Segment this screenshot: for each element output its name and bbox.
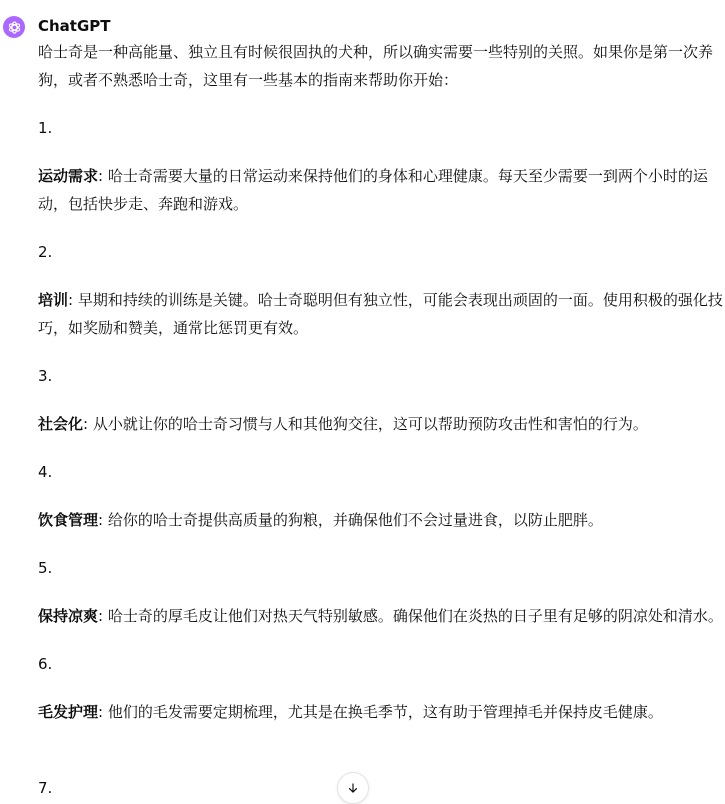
list-number: 3. xyxy=(38,367,53,385)
avatar xyxy=(3,16,25,38)
intro-paragraph: 哈士奇是一种高能量、独立且有时候很固执的犬种，所以确实需要一些特别的关照。如果你是第一次养狗，或者不熟悉哈士奇，这里有一些基本的指南来帮助你开始： xyxy=(38,43,714,89)
item-title: 饮食管理 xyxy=(38,511,99,529)
item-text: : 早期和持续的训练是关键。哈士奇聪明但有独立性，可能会表现出顽固的一面。使用积极的强化技巧，如奖励和赞美，通常比惩罚更有效。 xyxy=(38,291,723,337)
list-number: 6. xyxy=(38,655,53,673)
item-text: : 哈士奇的厚毛皮让他们对热天气特别敏感。确保他们在炎热的日子里有足够的阴凉处和清水。 xyxy=(98,607,723,625)
item-title: 毛发护理 xyxy=(38,703,99,721)
sender-name: ChatGPT xyxy=(38,17,111,35)
list-number: 2. xyxy=(38,243,53,261)
item-title: 运动需求 xyxy=(38,167,99,185)
list-item xyxy=(38,506,725,534)
list-item xyxy=(38,602,725,630)
openai-logo-icon xyxy=(7,20,22,35)
chevron-down-icon xyxy=(346,781,360,795)
item-title: 保持凉爽 xyxy=(38,607,99,625)
list-item xyxy=(38,410,725,438)
item-title: 培训 xyxy=(38,291,69,309)
item-text: : 给你的哈士奇提供高质量的狗粮，并确保他们不会过量进食，以防止肥胖。 xyxy=(98,511,603,529)
list-number-partial: 7. xyxy=(38,779,53,797)
item-text: : 他们的毛发需要定期梳理，尤其是在换毛季节，这有助于管理掉毛并保持皮毛健康。 xyxy=(98,703,663,721)
list-item xyxy=(38,698,725,726)
scroll-to-bottom-button[interactable] xyxy=(337,772,369,804)
list-item xyxy=(38,162,725,218)
item-text: : 哈士奇需要大量的日常运动来保持他们的身体和心理健康。每天至少需要一到两个小时的运动，包括快步走、奔跑和游戏。 xyxy=(38,167,708,213)
item-title: 社会化 xyxy=(38,415,84,433)
item-text: : 从小就让你的哈士奇习惯与人和其他狗交往，这可以帮助预防攻击性和害怕的行为。 xyxy=(83,415,648,433)
message-content xyxy=(38,38,725,746)
list-number: 1. xyxy=(38,119,53,137)
list-item xyxy=(38,286,725,342)
list-number: 4. xyxy=(38,463,53,481)
list-number: 5. xyxy=(38,559,53,577)
